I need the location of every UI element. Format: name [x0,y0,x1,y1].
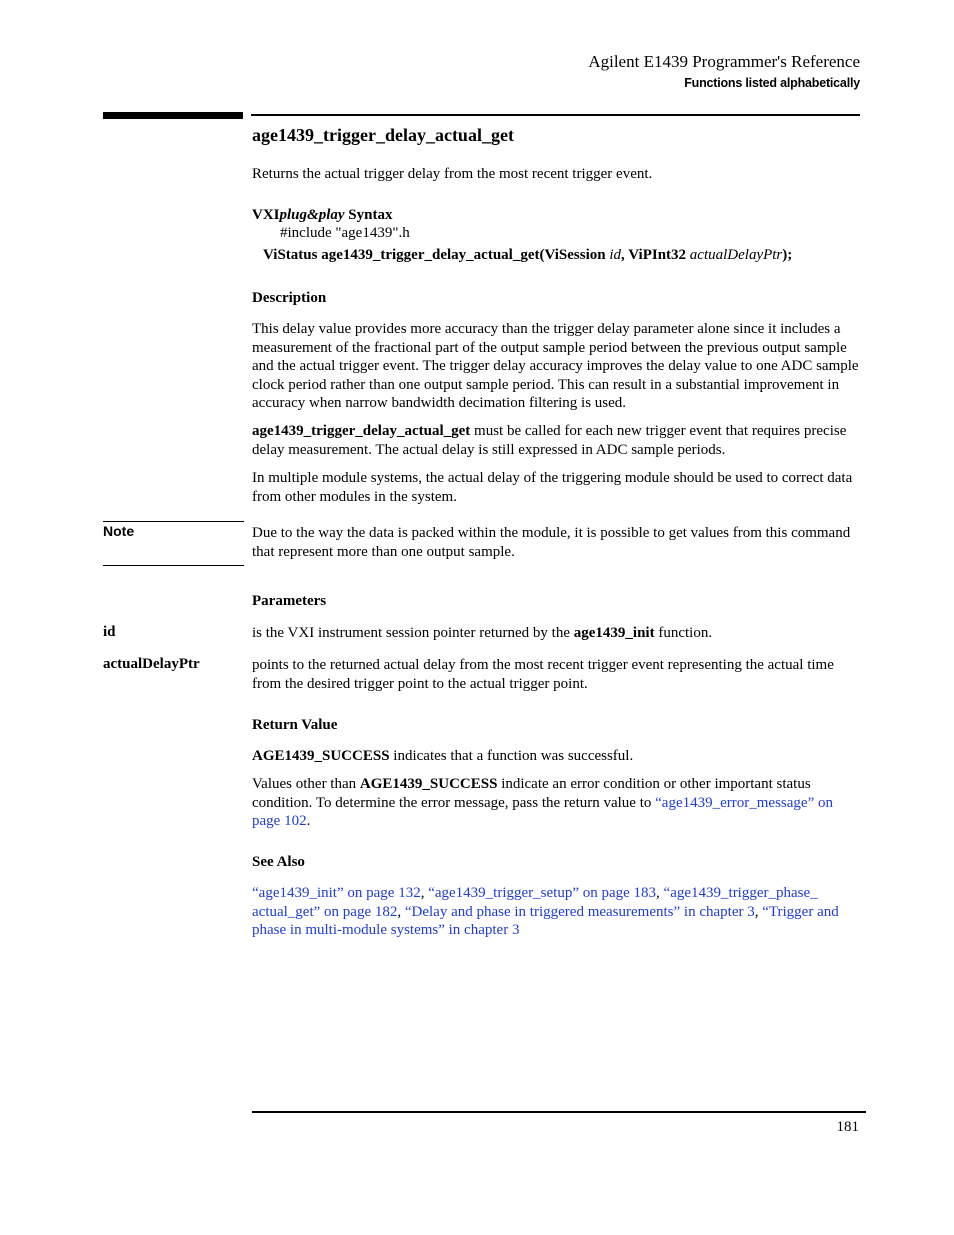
param-desc-id-a: is the VXI instrument session pointer returned by the [252,625,574,641]
syntax-heading-syntax: Syntax [344,207,393,223]
return-value-p1-text: indicates that a function was successful. [389,748,634,764]
see-also-link-trigger-phase[interactable]: “age1439_trigger_phase_ actual_get” on page 182 [252,885,818,920]
signature-ptr: actualDelayPtr [689,247,783,263]
param-name-id: id [103,624,116,640]
syntax-heading-vxi: VXI [252,207,280,223]
return-value-paragraph-2 [252,775,862,831]
error-message-link[interactable]: “age1439_error_message” on page 102 [252,794,833,830]
running-header-title: Agilent E1439 Programmer's Reference [588,52,860,71]
param-desc-actualdelayptr: points to the returned actual delay from the most recent trigger event representing the actual time from the desired trigger point to the actual trigger point. [252,657,834,692]
description-paragraph-2-text: must be called for each new trigger event that requires precise delay measurement. The actual delay is still expressed in ADC sample periods. [252,423,847,458]
return-value-heading: Return Value [252,717,338,733]
signature-part-b: , ViPInt32 [621,247,690,263]
description-paragraph-1: This delay value provides more accuracy than the trigger delay parameter alone since it includes a measurement of the fractional part of the output sample period between the previous output sample and the actual trigger event. The trigger delay accuracy improves the delay value to one ADC sample clock period rather than one output sample period. This can result in a substantial improvement in accuracy when narrow bandwidth decimation filtering is used. [252,321,859,412]
description-paragraph-3: In multiple module systems, the actual delay of the triggering module should be used to correct data from other modules in the system. [252,470,853,505]
section-rule-thin [251,114,860,116]
note-rule-top [103,521,244,522]
running-header-subtitle: Functions listed alphabetically [684,76,860,90]
return-value-p2-c: . [306,813,311,830]
parameters-heading: Parameters [252,593,327,609]
see-also-sep: , [420,885,429,901]
function-signature [263,247,792,264]
param-name-actualdelayptr: actualDelayPtr [103,656,200,672]
return-value-p2-a: Values other than [252,776,360,792]
see-also-link-trigger-setup[interactable]: “age1439_trigger_setup” on page 183 [428,885,657,901]
see-also-links [252,884,862,940]
see-also-sep: , [397,903,405,920]
param-desc-id-func: age1439_init [573,625,655,641]
return-value-paragraph-1 [252,747,862,766]
signature-part-a: ViStatus age1439_trigger_delay_actual_get(ViSession [263,247,610,263]
signature-part-c: ); [782,247,793,263]
include-line: #include "age1439".h [280,225,410,241]
function-summary: Returns the actual trigger delay from the most recent trigger event. [252,166,653,182]
syntax-heading-plug: plug&play [279,207,345,223]
see-also-link-multi-module[interactable]: “Trigger and phase in multi-module systems” in chapter 3 [252,903,839,939]
see-also-sep: , [754,903,763,920]
see-also-link-delay-phase[interactable]: “Delay and phase in triggered measurements” in chapter 3 [404,903,755,920]
return-success-code: AGE1439_SUCCESS [252,748,390,764]
signature-id: id [609,247,622,263]
syntax-heading [252,207,392,224]
return-value-p2-b: indicate an error condition or other important status condition. To determine the error message, pass the return value to [252,776,811,811]
description-func-name: age1439_trigger_delay_actual_get [252,423,471,439]
function-title: age1439_trigger_delay_actual_get [252,125,514,145]
description-paragraph-2 [252,422,862,459]
note-text: Due to the way the data is packed within the module, it is possible to get values from this command that represent more than one output sample. [252,525,851,560]
note-label: Note [103,523,135,539]
return-success-code-2: AGE1439_SUCCESS [359,776,498,792]
description-heading: Description [252,290,327,306]
footer-rule [252,1111,866,1113]
note-rule-bottom [103,565,244,566]
see-also-heading: See Also [252,854,305,870]
param-desc-id [252,624,862,643]
param-desc-id-b: function. [654,625,713,641]
page-number: 181 [836,1119,859,1135]
see-also-sep: , [656,885,664,901]
see-also-link-init[interactable]: “age1439_init” on page 132 [252,885,421,901]
section-rule-thick [103,112,243,119]
